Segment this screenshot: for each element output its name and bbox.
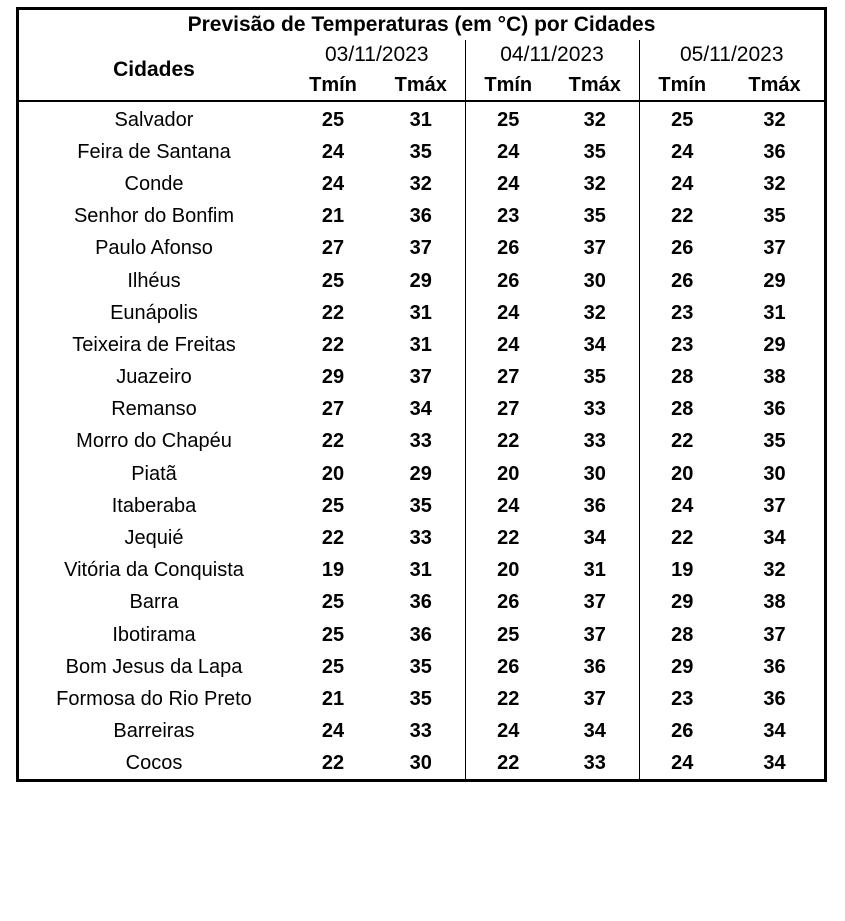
tmin-value: 22 <box>465 426 551 458</box>
tmax-value: 32 <box>763 172 786 195</box>
tmin-value: 21 <box>321 205 345 228</box>
forecast-table <box>19 10 824 780</box>
tmax-value: 30 <box>583 269 606 292</box>
table-title: Previsão de Temperaturas (em °C) por Cidades <box>187 13 656 36</box>
tmax-value: 37 <box>763 494 786 517</box>
tmax-value: 36 <box>583 655 606 678</box>
tmax-value: 35 <box>763 205 786 228</box>
tmax-value: 36 <box>409 591 432 614</box>
tmin-header: Tmín <box>465 70 551 101</box>
tmin-value: 22 <box>465 748 551 780</box>
tmin-value: 29 <box>321 366 345 389</box>
tmax-value: 33 <box>583 398 606 421</box>
table-row <box>19 297 824 329</box>
tmin-value: 26 <box>465 233 551 265</box>
city-name: Conde <box>124 172 184 195</box>
tmax-value: 31 <box>409 301 432 324</box>
city-name: Piatã <box>131 462 177 485</box>
tmax-value: 37 <box>763 623 786 646</box>
tmin-header: Tmín <box>289 70 377 101</box>
tmin-value: 25 <box>321 591 345 614</box>
tmin-value: 26 <box>465 651 551 683</box>
tmin-value: 20 <box>639 458 725 490</box>
city-name: Juazeiro <box>116 366 192 389</box>
tmin-value: 25 <box>321 655 345 678</box>
tmin-value: 23 <box>639 683 725 715</box>
tmin-value: 26 <box>639 265 725 297</box>
tmax-value: 31 <box>409 559 432 582</box>
tmax-value: 32 <box>409 172 432 195</box>
city-name: Salvador <box>114 108 194 131</box>
table-body <box>19 101 824 780</box>
tmin-value: 24 <box>321 720 345 743</box>
tmin-value: 25 <box>465 101 551 136</box>
cities-header: Cidades <box>19 40 289 101</box>
tmin-value: 27 <box>465 394 551 426</box>
tmin-value: 25 <box>465 619 551 651</box>
tmax-value: 36 <box>763 398 786 421</box>
tmax-value: 34 <box>583 720 606 743</box>
tmin-value: 20 <box>465 458 551 490</box>
table-row <box>19 265 824 297</box>
tmin-value: 26 <box>639 716 725 748</box>
city-name: Teixeira de Freitas <box>72 333 236 356</box>
tmax-value: 33 <box>409 720 432 743</box>
forecast-table-container <box>16 7 827 782</box>
tmin-value: 25 <box>321 623 345 646</box>
tmax-value: 32 <box>763 108 786 131</box>
tmin-value: 22 <box>465 683 551 715</box>
table-row <box>19 683 824 715</box>
table-row <box>19 168 824 200</box>
tmin-value: 24 <box>321 172 345 195</box>
tmax-value: 35 <box>409 140 432 163</box>
tmin-value: 28 <box>639 362 725 394</box>
tmin-value: 24 <box>639 748 725 780</box>
table-row <box>19 748 824 780</box>
tmin-value: 26 <box>465 587 551 619</box>
city-name: Ibotirama <box>112 623 196 646</box>
tmin-value: 23 <box>639 329 725 361</box>
tmax-value: 32 <box>583 172 606 195</box>
tmax-value: 36 <box>583 494 606 517</box>
tmin-header: Tmín <box>639 70 725 101</box>
table-row <box>19 587 824 619</box>
tmin-value: 19 <box>639 555 725 587</box>
table-row <box>19 490 824 522</box>
tmin-value: 28 <box>639 394 725 426</box>
tmax-value: 29 <box>763 333 786 356</box>
tmax-header: Tmáx <box>551 70 639 101</box>
tmin-value: 20 <box>465 555 551 587</box>
tmin-value: 25 <box>639 101 725 136</box>
tmin-value: 22 <box>639 426 725 458</box>
city-name: Vitória da Conquista <box>64 559 244 582</box>
tmin-value: 22 <box>639 201 725 233</box>
tmin-value: 24 <box>465 716 551 748</box>
tmax-value: 35 <box>409 494 432 517</box>
tmax-value: 37 <box>763 237 786 260</box>
tmin-value: 21 <box>321 687 345 710</box>
table-row <box>19 458 824 490</box>
tmin-value: 24 <box>465 490 551 522</box>
date-header: 04/11/2023 <box>465 40 639 70</box>
tmax-value: 30 <box>409 752 432 775</box>
tmax-value: 35 <box>583 140 606 163</box>
tmax-header: Tmáx <box>377 70 465 101</box>
tmin-value: 27 <box>321 398 345 421</box>
tmax-value: 33 <box>409 430 432 453</box>
tmax-value: 34 <box>583 333 606 356</box>
tmin-value: 26 <box>465 265 551 297</box>
city-name: Itaberaba <box>111 494 197 517</box>
tmin-value: 25 <box>321 108 345 131</box>
tmin-value: 23 <box>465 201 551 233</box>
tmin-value: 22 <box>321 301 345 324</box>
tmax-value: 36 <box>763 140 786 163</box>
tmax-value: 37 <box>583 237 606 260</box>
tmin-value: 19 <box>321 559 345 582</box>
tmax-value: 36 <box>409 205 432 228</box>
tmax-value: 29 <box>409 462 432 485</box>
tmin-value: 27 <box>321 237 345 260</box>
city-name: Morro do Chapéu <box>76 430 232 453</box>
tmin-value: 24 <box>465 329 551 361</box>
tmin-value: 22 <box>321 752 345 775</box>
tmax-value: 32 <box>583 301 606 324</box>
tmin-value: 25 <box>321 494 345 517</box>
city-name: Cocos <box>125 752 183 775</box>
tmin-value: 22 <box>465 522 551 554</box>
city-name: Remanso <box>111 398 197 421</box>
table-row <box>19 522 824 554</box>
tmax-value: 31 <box>409 333 432 356</box>
city-name: Ilhéus <box>127 269 181 292</box>
tmax-value: 31 <box>583 559 606 582</box>
date-header: 03/11/2023 <box>324 43 429 66</box>
table-row <box>19 201 824 233</box>
tmax-value: 37 <box>409 366 432 389</box>
tmin-value: 22 <box>321 333 345 356</box>
tmax-value: 32 <box>583 108 606 131</box>
city-name: Barra <box>129 591 179 614</box>
tmax-value: 37 <box>583 687 606 710</box>
tmin-value: 24 <box>321 140 345 163</box>
tmax-value: 31 <box>763 301 786 324</box>
tmax-value: 38 <box>763 591 786 614</box>
tmin-value: 29 <box>639 651 725 683</box>
tmax-value: 33 <box>409 527 432 550</box>
tmax-value: 31 <box>409 108 432 131</box>
tmin-value: 23 <box>639 297 725 329</box>
city-name: Feira de Santana <box>77 140 231 163</box>
tmax-value: 34 <box>583 527 606 550</box>
table-row <box>19 651 824 683</box>
tmax-value: 35 <box>583 205 606 228</box>
tmax-value: 35 <box>409 687 432 710</box>
tmax-value: 30 <box>763 462 786 485</box>
tmax-value: 36 <box>409 623 432 646</box>
tmin-value: 22 <box>639 522 725 554</box>
table-row <box>19 394 824 426</box>
table-row <box>19 329 824 361</box>
table-row <box>19 136 824 168</box>
table-row <box>19 233 824 265</box>
tmax-header: Tmáx <box>725 70 824 101</box>
tmin-value: 25 <box>321 269 345 292</box>
tmax-value: 33 <box>583 752 606 775</box>
city-name: Eunápolis <box>110 301 198 324</box>
tmax-value: 35 <box>763 430 786 453</box>
table-row <box>19 716 824 748</box>
city-name: Formosa do Rio Preto <box>56 687 252 710</box>
tmin-value: 24 <box>639 168 725 200</box>
table-row <box>19 555 824 587</box>
city-name: Paulo Afonso <box>95 237 213 260</box>
city-name: Senhor do Bonfim <box>73 205 235 228</box>
tmin-value: 24 <box>639 136 725 168</box>
tmin-value: 22 <box>321 430 345 453</box>
tmax-value: 35 <box>409 655 432 678</box>
tmax-value: 34 <box>409 398 432 421</box>
tmax-value: 38 <box>763 366 786 389</box>
tmax-value: 37 <box>409 237 432 260</box>
tmin-value: 27 <box>465 362 551 394</box>
tmax-value: 29 <box>409 269 432 292</box>
date-header: 05/11/2023 <box>639 40 824 70</box>
tmax-value: 34 <box>763 527 786 550</box>
tmin-value: 28 <box>639 619 725 651</box>
table-row <box>19 619 824 651</box>
tmin-value: 22 <box>321 527 345 550</box>
city-name: Jequié <box>124 527 184 550</box>
tmax-value: 36 <box>763 687 786 710</box>
tmax-value: 37 <box>583 623 606 646</box>
tmax-value: 36 <box>763 655 786 678</box>
tmin-value: 26 <box>639 233 725 265</box>
tmin-value: 24 <box>639 490 725 522</box>
tmax-value: 35 <box>583 366 606 389</box>
tmin-value: 29 <box>639 587 725 619</box>
tmax-value: 29 <box>763 269 786 292</box>
tmax-value: 32 <box>763 559 786 582</box>
tmax-value: 37 <box>583 591 606 614</box>
tmin-value: 24 <box>465 136 551 168</box>
tmin-value: 24 <box>465 297 551 329</box>
tmax-value: 34 <box>763 752 786 775</box>
tmax-value: 34 <box>763 720 786 743</box>
tmax-value: 30 <box>583 462 606 485</box>
tmin-value: 20 <box>321 462 345 485</box>
tmax-value: 33 <box>583 430 606 453</box>
table-row <box>19 426 824 458</box>
table-row <box>19 101 824 136</box>
city-name: Bom Jesus da Lapa <box>65 655 243 678</box>
table-row <box>19 362 824 394</box>
tmin-value: 24 <box>465 168 551 200</box>
city-name: Barreiras <box>113 720 195 743</box>
